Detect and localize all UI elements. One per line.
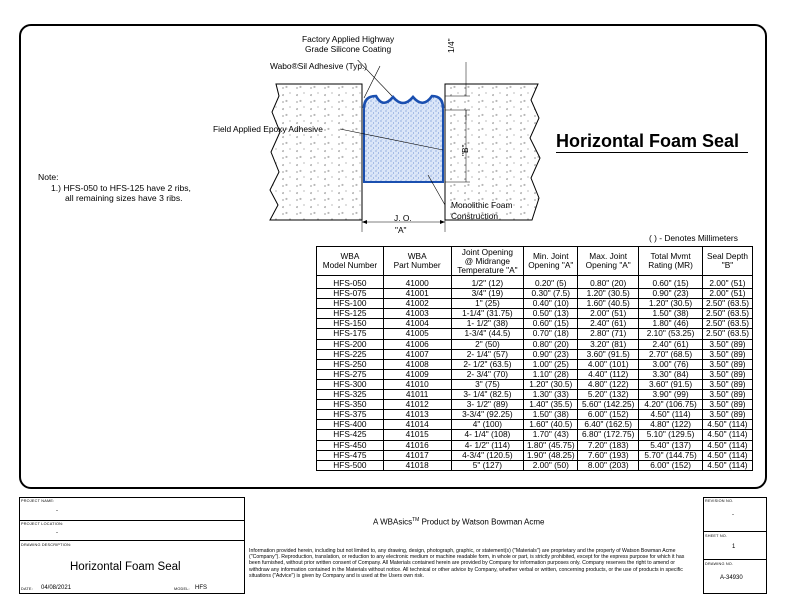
- drawing-no-label: DRAWING NO.: [705, 562, 734, 566]
- table-cell: 1/2" (12): [451, 276, 524, 289]
- table-row: [317, 349, 753, 359]
- table-cell: HFS-250: [317, 359, 384, 369]
- table-cell: HFS-475: [317, 450, 384, 460]
- table-cell: 41016: [383, 440, 451, 450]
- table-header-cell: [524, 247, 578, 276]
- table-header-line: Model Number: [322, 260, 378, 270]
- drawing-no-value: A-34930: [720, 575, 743, 581]
- table-row: [317, 410, 753, 420]
- table-cell: 3.00" (76): [639, 359, 703, 369]
- date-label: DATE:: [21, 587, 33, 591]
- table-header-line: Part Number: [393, 260, 441, 270]
- table-cell: 2.80" (71): [578, 329, 639, 339]
- table-cell: 2.00" (51): [578, 309, 639, 319]
- table-row: [317, 276, 753, 289]
- table-cell: 4.50" (114): [703, 460, 753, 470]
- table-cell: HFS-500: [317, 460, 384, 470]
- note-line1: 1.) HFS-050 to HFS-125 have 2 ribs,: [51, 182, 191, 193]
- dim-jo: J. O.: [394, 213, 412, 223]
- table-cell: 41012: [383, 400, 451, 410]
- table-cell: 7.20" (183): [578, 440, 639, 450]
- table-header-line: Joint Opening: [461, 246, 513, 257]
- product-line-prefix: A WBAsics: [373, 517, 413, 527]
- table-cell: 4.00" (101): [578, 359, 639, 369]
- table-cell: 41002: [383, 299, 451, 309]
- table-cell: 1.40" (35.5): [524, 400, 578, 410]
- table-cell: 1.60" (40.5): [524, 420, 578, 430]
- table-header-line: Rating (MR): [648, 260, 693, 270]
- product-line: [373, 517, 544, 527]
- revision-label: REVISION NO.: [705, 499, 734, 503]
- table-header-line: Seal Depth: [706, 251, 749, 261]
- table-cell: 4.40" (112): [578, 369, 639, 379]
- foam-seal: [364, 96, 443, 182]
- table-cell: 2- 1/2" (63.5): [451, 359, 524, 369]
- table-cell: 2- 3/4" (70): [451, 369, 524, 379]
- table-row: [317, 420, 753, 430]
- table-cell: HFS-400: [317, 420, 384, 430]
- table-cell: 41010: [383, 379, 451, 389]
- table-header-line: Max. Joint: [589, 251, 628, 261]
- table-cell: 41009: [383, 369, 451, 379]
- table-row: [317, 359, 753, 369]
- table-cell: 2.00" (50): [524, 460, 578, 470]
- table-cell: HFS-175: [317, 329, 384, 339]
- table-cell: 2.50" (63.5): [703, 329, 753, 339]
- table-cell: 6.00" (152): [578, 410, 639, 420]
- title-underline: [556, 152, 748, 153]
- table-cell: 41000: [383, 276, 451, 289]
- table-cell: 2.40" (61): [639, 339, 703, 349]
- table-cell: 5.40" (137): [639, 440, 703, 450]
- seal-section-drawing: [260, 60, 560, 235]
- table-cell: 1" (25): [451, 299, 524, 309]
- table-cell: 3.50" (89): [703, 339, 753, 349]
- table-row: [317, 430, 753, 440]
- table-row: [317, 369, 753, 379]
- table-cell: HFS-125: [317, 309, 384, 319]
- table-cell: 4-3/4" (120.5): [451, 450, 524, 460]
- table-header-cell: [578, 247, 639, 276]
- table-cell: HFS-375: [317, 410, 384, 420]
- table-cell: 41004: [383, 319, 451, 329]
- table-row: [317, 450, 753, 460]
- table-row: [317, 400, 753, 410]
- table-cell: 0.40" (10): [524, 299, 578, 309]
- note-line2: all remaining sizes have 3 ribs.: [65, 193, 183, 203]
- table-cell: 3.50" (89): [703, 359, 753, 369]
- table-cell: HFS-100: [317, 299, 384, 309]
- table-cell: 0.90" (23): [524, 349, 578, 359]
- table-cell: 4.50" (114): [703, 420, 753, 430]
- table-cell: 1.20" (30.5): [639, 299, 703, 309]
- table-cell: 4.50" (114): [639, 410, 703, 420]
- table-cell: HFS-350: [317, 400, 384, 410]
- table-row: [317, 440, 753, 450]
- table-header-line: @ Midrange: [464, 255, 511, 266]
- table-cell: 3.50" (89): [703, 400, 753, 410]
- table-cell: 6.40" (162.5): [578, 420, 639, 430]
- table-cell: 1.00" (25): [524, 359, 578, 369]
- table-cell: 0.60" (15): [639, 276, 703, 289]
- table-cell: 41008: [383, 359, 451, 369]
- table-cell: 1.60" (40.5): [578, 299, 639, 309]
- revision-value: -: [732, 512, 734, 518]
- table-cell: 1.50" (38): [639, 309, 703, 319]
- table-cell: 41015: [383, 430, 451, 440]
- drawing-title: Horizontal Foam Seal: [556, 131, 740, 151]
- table-cell: 41003: [383, 309, 451, 319]
- table-header-cell: [317, 247, 384, 276]
- table-cell: 3.50" (89): [703, 410, 753, 420]
- table-cell: 41011: [383, 390, 451, 400]
- callout-foam-line1: Monolithic Foam: [451, 200, 513, 210]
- callout-adhesive: Wabo®Sil Adhesive (Typ.): [270, 61, 368, 71]
- table-cell: 4.50" (114): [703, 450, 753, 460]
- table-cell: 3.60" (91.5): [578, 349, 639, 359]
- table-cell: 5.20" (132): [578, 390, 639, 400]
- table-header-cell: [383, 247, 451, 276]
- table-cell: HFS-275: [317, 369, 384, 379]
- table-cell: 1-3/4" (44.5): [451, 329, 524, 339]
- mm-note: ( ) - Denotes Millimeters: [649, 233, 738, 243]
- table-cell: 3.50" (89): [703, 379, 753, 389]
- table-cell: 1.30" (33): [524, 390, 578, 400]
- table-cell: HFS-450: [317, 440, 384, 450]
- callout-coating-line1: Factory Applied Highway: [302, 34, 395, 44]
- table-cell: 5.10" (129.5): [639, 430, 703, 440]
- table-cell: HFS-325: [317, 390, 384, 400]
- table-cell: 5.70" (144.75): [639, 450, 703, 460]
- disclaimer: Information provided herein, including but not limited to, any drawing, design, photograph, graphic, or statement(s) ("Materials") are proprietary and the property of Watson Bowman Acme ("Company"). Reproduction, translation, or reduction to any electronic medium or machine readable form, in whole or part, is strictly prohibited, except for the express purpose for which it has been furnished, without prior written consent of Company. All Materials contained herein are provided by Company for information purposes only. Company reserves the right to amend or withdraw any information contained in the Materials without notice. All technical or other advice by Company, whether verbal or written, concerning products, or the use of products in specific situations ("Advice") is given by Company and is used at the Users own risk.: [249, 548, 685, 579]
- table-cell: HFS-425: [317, 430, 384, 440]
- table-cell: 0.90" (23): [639, 289, 703, 299]
- spec-table: [316, 246, 753, 471]
- table-cell: 3.50" (89): [703, 369, 753, 379]
- table-cell: 2.00" (51): [703, 276, 753, 289]
- table-header-line: Opening "A": [585, 260, 631, 270]
- table-cell: 0.20" (5): [524, 276, 578, 289]
- table-cell: 3-3/4" (92.25): [451, 410, 524, 420]
- table-header-row: [317, 247, 753, 276]
- table-cell: 3- 1/2" (89): [451, 400, 524, 410]
- table-header-line: WBA: [340, 251, 360, 261]
- table-cell: 4- 1/4" (108): [451, 430, 524, 440]
- table-cell: 4.80" (122): [578, 379, 639, 389]
- table-header-line: Opening "A": [528, 260, 574, 270]
- table-row: [317, 299, 753, 309]
- table-cell: 2.10" (53.25): [639, 329, 703, 339]
- project-location: -: [56, 530, 58, 536]
- project-location-label: PROJECT LOCATION:: [21, 522, 64, 526]
- table-row: [317, 390, 753, 400]
- table-cell: 2.50" (63.5): [703, 319, 753, 329]
- note: [38, 172, 191, 204]
- table-row: [317, 339, 753, 349]
- table-cell: 2.00" (51): [703, 289, 753, 299]
- left-concrete-slab: [270, 84, 362, 220]
- table-cell: 1.70" (43): [524, 430, 578, 440]
- drawing-description: Horizontal Foam Seal: [70, 561, 181, 573]
- table-cell: 41017: [383, 450, 451, 460]
- trademark-mark: TM: [412, 517, 420, 523]
- table-header-line: WBA: [407, 251, 427, 261]
- table-cell: 1.50" (38): [524, 410, 578, 420]
- product-line-suffix: Product by Watson Bowman Acme: [421, 517, 545, 527]
- table-cell: 4.50" (114): [703, 440, 753, 450]
- table-cell: 3.50" (89): [703, 349, 753, 359]
- table-cell: 41006: [383, 339, 451, 349]
- table-cell: 3/4" (19): [451, 289, 524, 299]
- table-cell: 2.70" (68.5): [639, 349, 703, 359]
- table-row: [317, 289, 753, 299]
- table-row: [317, 329, 753, 339]
- table-header-cell: [703, 247, 753, 276]
- table-cell: 3.60" (91.5): [639, 379, 703, 389]
- table-cell: 4- 1/2" (114): [451, 440, 524, 450]
- table-row: [317, 379, 753, 389]
- table-cell: HFS-075: [317, 289, 384, 299]
- model-value: HFS: [195, 585, 207, 591]
- date-value: 04/08/2021: [41, 585, 72, 591]
- table-header-line: "B": [721, 260, 734, 270]
- table-row: [317, 460, 753, 470]
- table-cell: HFS-225: [317, 349, 384, 359]
- table-cell: 41018: [383, 460, 451, 470]
- table-cell: 3.30" (84): [639, 369, 703, 379]
- table-cell: 4.20" (106.75): [639, 400, 703, 410]
- project-name: -: [56, 508, 58, 514]
- table-cell: 2.50" (63.5): [703, 299, 753, 309]
- dim-b: "B": [460, 144, 470, 156]
- table-cell: HFS-300: [317, 379, 384, 389]
- table-cell: 41007: [383, 349, 451, 359]
- table-cell: 1-1/4" (31.75): [451, 309, 524, 319]
- table-cell: 0.80" (20): [524, 339, 578, 349]
- table-row: [317, 309, 753, 319]
- table-cell: 1.80" (46): [639, 319, 703, 329]
- table-cell: 0.60" (15): [524, 319, 578, 329]
- table-cell: 6.00" (152): [639, 460, 703, 470]
- table-cell: 41001: [383, 289, 451, 299]
- description-label: DRAWING DESCRIPTION:: [21, 543, 72, 547]
- table-cell: 5.60" (142.25): [578, 400, 639, 410]
- table-row: [317, 319, 753, 329]
- table-cell: 41005: [383, 329, 451, 339]
- sheet-label: SHEET NO.: [705, 534, 728, 538]
- table-cell: 6.80" (172.75): [578, 430, 639, 440]
- table-header-line: Min. Joint: [533, 251, 569, 261]
- table-cell: 2" (50): [451, 339, 524, 349]
- table-cell: 0.80" (20): [578, 276, 639, 289]
- table-cell: 3.50" (89): [703, 390, 753, 400]
- table-cell: 0.30" (7.5): [524, 289, 578, 299]
- table-header-line: Total Mvmt: [650, 251, 691, 261]
- model-label: MODEL:: [174, 587, 190, 591]
- table-cell: 2.40" (61): [578, 319, 639, 329]
- table-cell: 5" (127): [451, 460, 524, 470]
- table-cell: 1- 1/2" (38): [451, 319, 524, 329]
- table-cell: 1.80" (45.75): [524, 440, 578, 450]
- table-cell: 4" (100): [451, 420, 524, 430]
- table-cell: HFS-200: [317, 339, 384, 349]
- table-cell: 4.80" (122): [639, 420, 703, 430]
- dim-a: "A": [395, 225, 407, 235]
- dim-quarter-inch: 1/4": [446, 38, 456, 53]
- table-cell: 1.20" (30.5): [524, 379, 578, 389]
- table-header-cell: [451, 247, 524, 276]
- note-heading: Note:: [38, 172, 59, 182]
- project-name-label: PROJECT NAME:: [21, 499, 55, 503]
- table-cell: 4.50" (114): [703, 430, 753, 440]
- callout-epoxy: Field Applied Epoxy Adhesive: [213, 124, 323, 134]
- table-cell: 41013: [383, 410, 451, 420]
- table-cell: 3- 1/4" (82.5): [451, 390, 524, 400]
- table-header-cell: [639, 247, 703, 276]
- table-cell: 41014: [383, 420, 451, 430]
- table-header-line: Temperature "A": [457, 264, 518, 275]
- table-cell: 0.50" (13): [524, 309, 578, 319]
- table-cell: HFS-150: [317, 319, 384, 329]
- table-cell: 1.20" (30.5): [578, 289, 639, 299]
- table-cell: HFS-050: [317, 276, 384, 289]
- table-cell: 7.60" (193): [578, 450, 639, 460]
- table-cell: 3.20" (81): [578, 339, 639, 349]
- callout-foam-line2: Construction: [451, 211, 499, 221]
- table-cell: 0.70" (18): [524, 329, 578, 339]
- callout-coating-line2: Grade Silicone Coating: [305, 44, 392, 54]
- table-cell: 1.90" (48.25): [524, 450, 578, 460]
- table-cell: 1.10" (28): [524, 369, 578, 379]
- table-cell: 2.50" (63.5): [703, 309, 753, 319]
- sheet-value: 1: [732, 544, 736, 550]
- table-cell: 2- 1/4" (57): [451, 349, 524, 359]
- table-cell: 3" (75): [451, 379, 524, 389]
- table-cell: 8.00" (203): [578, 460, 639, 470]
- table-cell: 3.90" (99): [639, 390, 703, 400]
